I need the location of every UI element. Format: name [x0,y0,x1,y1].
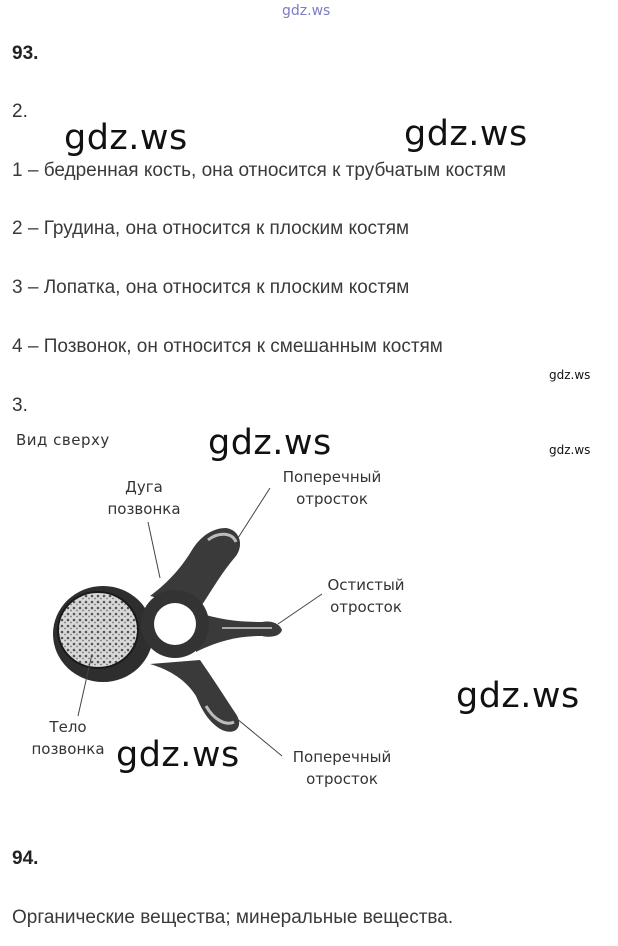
watermark-top: gdz.ws [282,3,331,19]
watermark-big: gdz.ws [116,735,240,775]
leader-line-transverse-top [238,488,270,538]
watermark-big: gdz.ws [404,114,528,154]
leader-line-transverse-bottom [236,718,282,756]
task-94-answer: Органические вещества; минеральные вещества. [12,907,454,928]
watermark-big: gdz.ws [64,118,188,158]
task-93-sub-3: 3. [12,395,28,416]
task-93-number: 93. [12,43,39,64]
label-spinous-process: Остистый отросток [327,576,405,616]
watermark-big: gdz.ws [456,676,580,716]
watermark-small: gdz.ws [549,368,591,382]
answer-line-4: 4 – Позвонок, он относится к смешанным костям [12,336,443,357]
label-vertebral-body: Тело позвонка [31,718,105,758]
answer-line-2: 2 – Грудина, она относится к плоским костям [12,218,410,239]
watermark-small: gdz.ws [549,443,591,457]
answer-line-3: 3 – Лопатка, она относится к плоским костям [12,277,410,298]
task-94-number: 94. [12,848,39,869]
figure-caption: Вид сверху [16,431,110,449]
watermark-big: gdz.ws [208,423,332,463]
label-vertebral-arch: Дуга позвонка [107,478,181,518]
leader-line-arch [148,522,160,578]
label-transverse-process-bottom: Поперечный отросток [292,748,392,788]
label-transverse-process-top: Поперечный отросток [282,468,382,508]
vertebra-bone-shape [53,528,282,732]
task-93-sub-2: 2. [12,101,28,122]
answer-line-1: 1 – бедренная кость, она относится к трубчатым костям [12,160,507,181]
